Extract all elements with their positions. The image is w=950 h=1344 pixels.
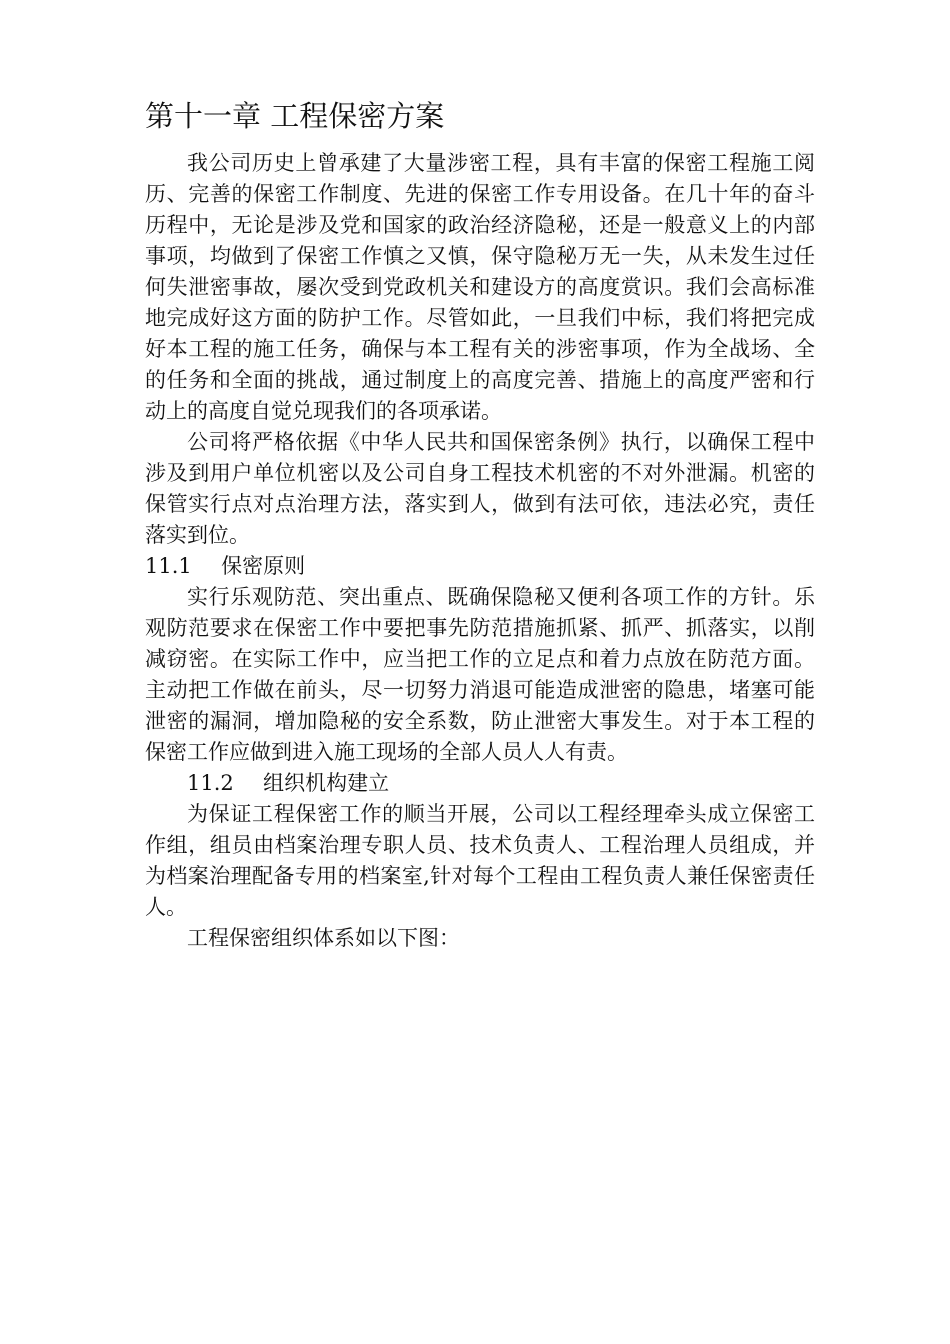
section-heading-11-1 bbox=[145, 551, 815, 582]
section-number: 11.1 bbox=[145, 554, 192, 578]
section-title: 组织机构建立 bbox=[263, 771, 390, 795]
chapter-title: 第十一章 工程保密方案 bbox=[145, 99, 445, 133]
document-page bbox=[145, 96, 815, 954]
section-heading-11-2 bbox=[145, 768, 815, 799]
section-number: 11.2 bbox=[187, 771, 234, 795]
section-2-closing: 工程保密组织体系如以下图： bbox=[187, 926, 460, 950]
intro-paragraph-1: 我公司历史上曾承建了大量涉密工程，具有丰富的保密工程施工阅历、完善的保密工作制度、先进的保密工作专用设备。在几十年的奋斗历程中，无论是涉及党和国家的政治经济隐秘，还是一般意义上的内部事项，均做到了保密工作慎之又慎，保守隐秘万无一失，从未发生过任何失泄密事故，屡次受到党政机关和建设方的高度赏识。我们会高标准地完成好这方面的防护工作。尽管如此，一旦我们中标，我们将把完成好本工程的施工任务，确保与本工程有关的涉密事项，作为全战场、全的任务和全面的挑战，通过制度上的高度完善、措施上的高度严密和行动上的高度自觉兑现我们的各项承诺。 bbox=[145, 151, 815, 423]
section-1-paragraph: 实行乐观防范、突出重点、既确保隐秘又便利各项工作的方针。乐观防范要求在保密工作中要把事先防范措施抓紧、抓严、抓落实，以削减窃密。在实际工作中，应当把工作的立足点和着力点放在防范方面。主动把工作做在前头，尽一切努力消退可能造成泄密的隐患，堵塞可能泄密的漏洞，增加隐秘的安全系数，防止泄密大事发生。对于本工程的保密工作应做到进入施工现场的全部人员人人有责。 bbox=[145, 585, 815, 764]
section-title: 保密原则 bbox=[221, 554, 306, 578]
section-2-paragraph: 为保证工程保密工作的顺当开展，公司以工程经理牵头成立保密工作组，组员由档案治理专职人员、技术负责人、工程治理人员组成，并为档案治理配备专用的档案室,针对每个工程由工程负责人兼任保密责任人。 bbox=[145, 802, 815, 919]
intro-paragraph-2: 公司将严格依据《中华人民共和国保密条例》执行，以确保工程中涉及到用户单位机密以及公司自身工程技术机密的不对外泄漏。机密的保管实行点对点治理方法，落实到人，做到有法可依，违法必究，责任落实到位。 bbox=[145, 430, 815, 547]
